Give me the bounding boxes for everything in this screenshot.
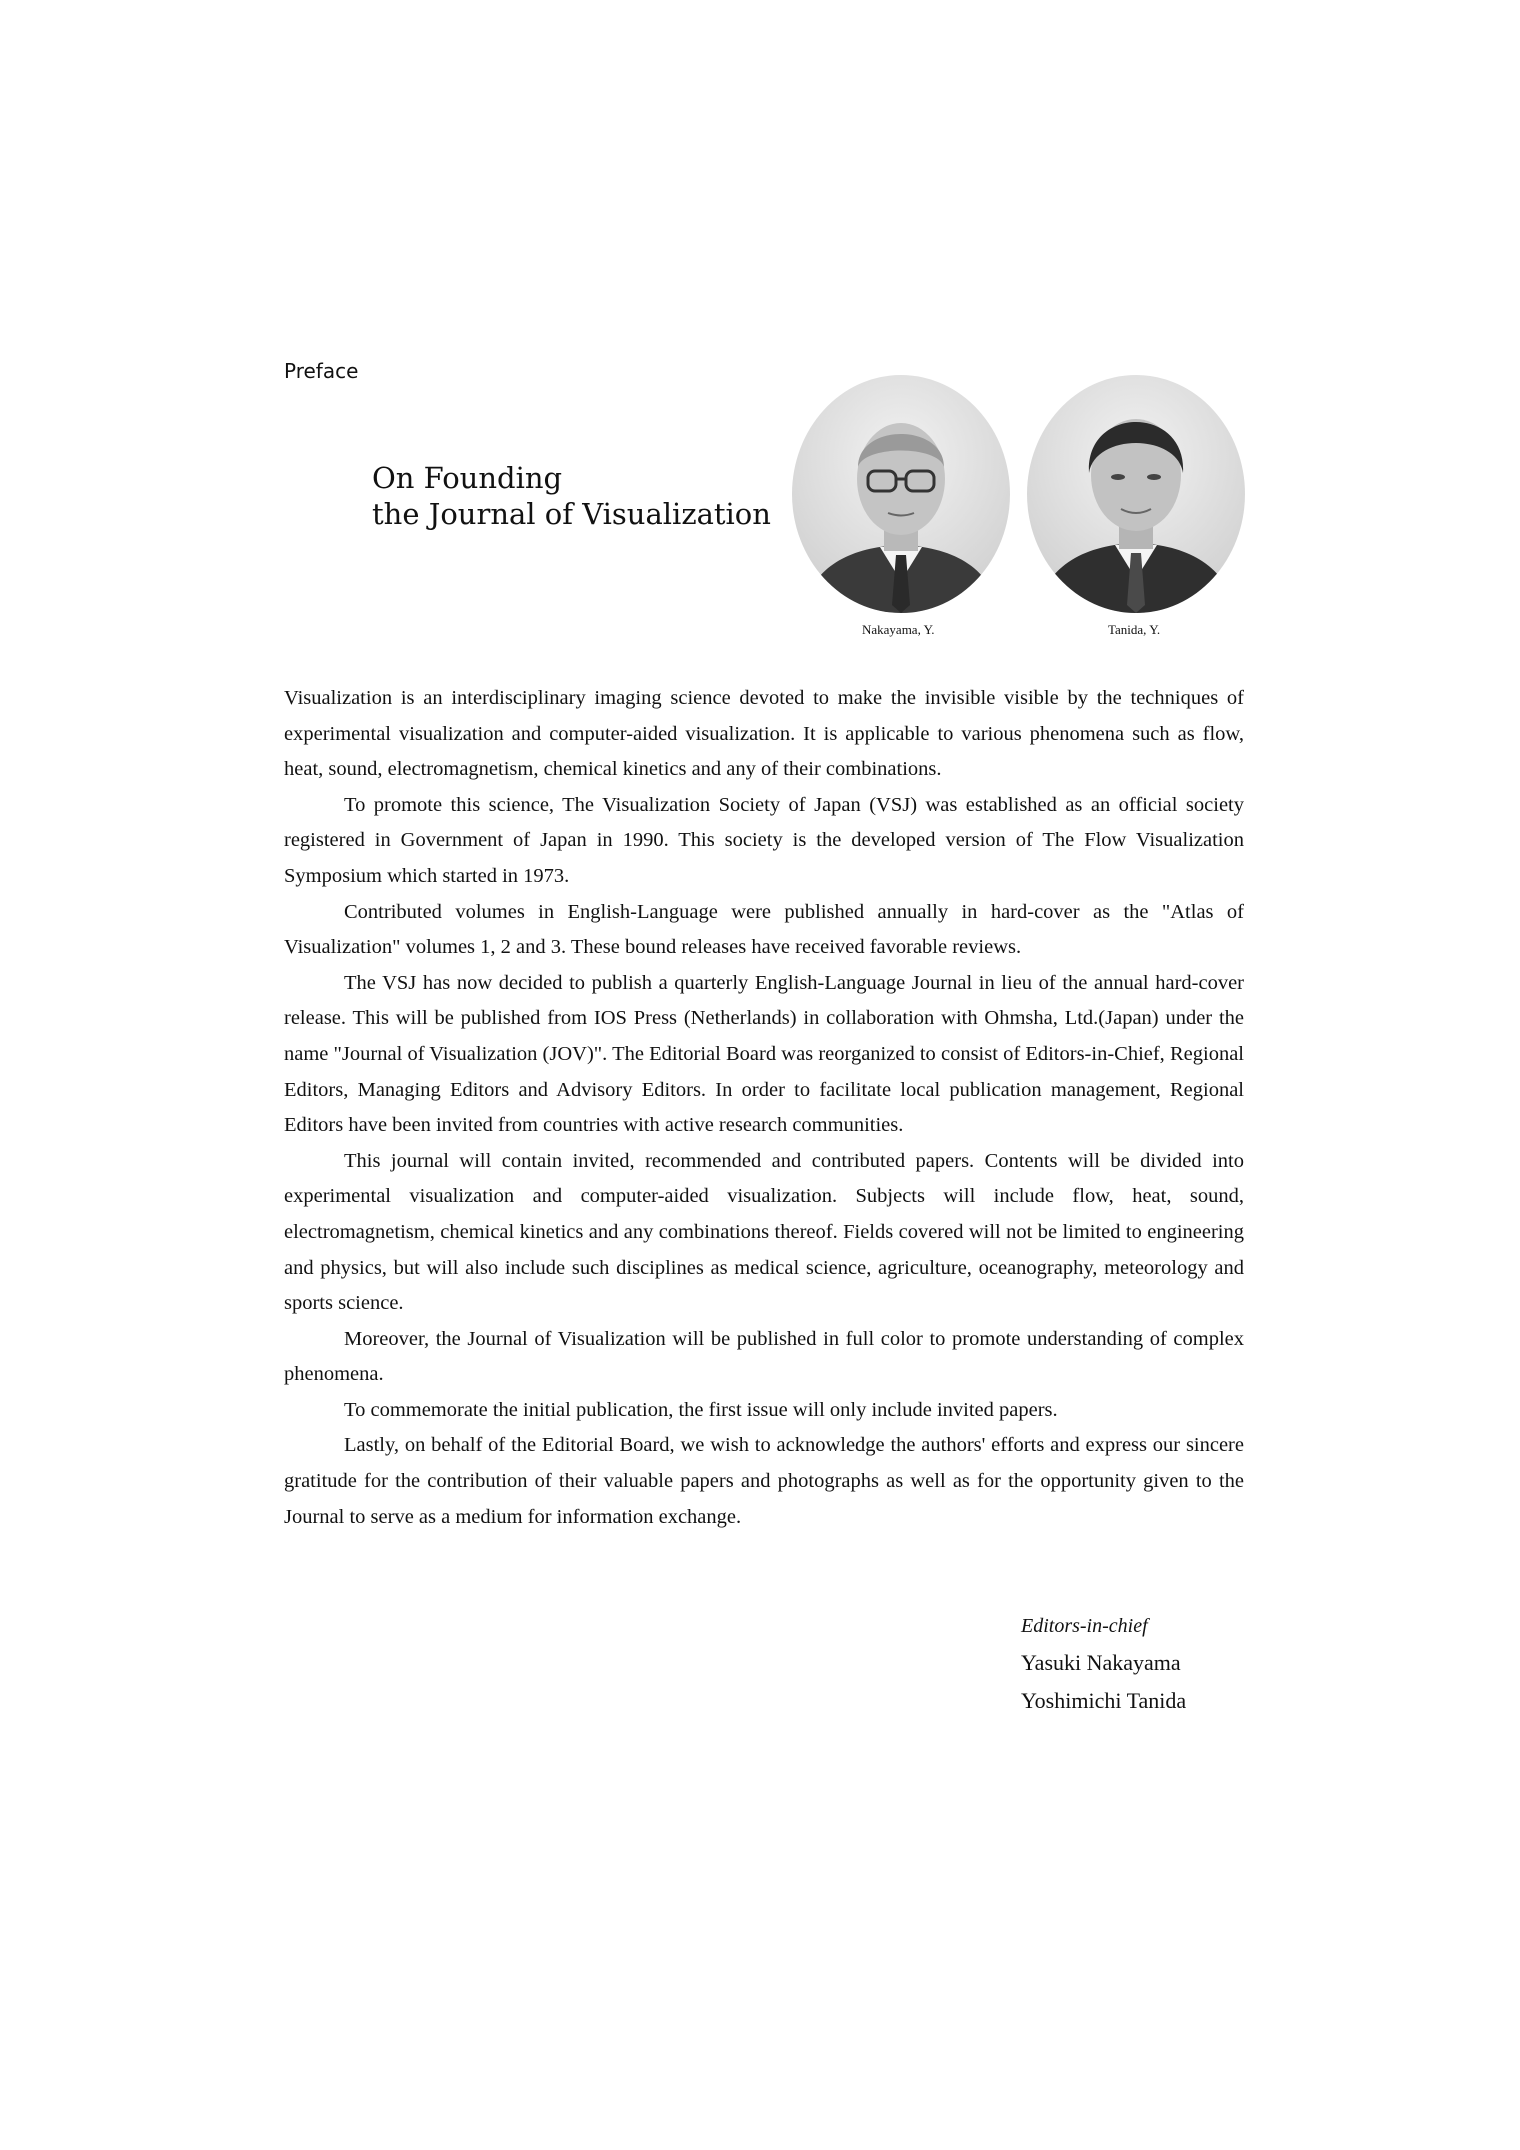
portrait-caption-1: Nakayama, Y.: [862, 622, 935, 637]
page-title: [372, 460, 771, 532]
signature-role: Editors-in-chief: [1021, 1615, 1148, 1637]
paragraph: To promote this science, The Visualization Society of Japan (VSJ) was established as an official society registered in Government of Japan in 1990. This society is the developed version of The Flow Visualization Symposium which started in 1973.: [284, 793, 1244, 887]
paragraph: Moreover, the Journal of Visualization will be published in full color to promote understanding of complex phenomena.: [284, 1327, 1244, 1386]
signature-name: Yasuki Nakayama: [1021, 1650, 1181, 1675]
paragraph: Lastly, on behalf of the Editorial Board, we wish to acknowledge the authors' efforts and express our sincere gratitude for the contribution of their valuable papers and photographs as well as for the opportunity given to the Journal to serve as a medium for information exchange.: [284, 1434, 1244, 1528]
paragraph: To commemorate the initial publication, the first issue will only include invited papers.: [344, 1398, 1058, 1421]
portrait-tanida: [1027, 375, 1245, 613]
section-label: Preface: [284, 359, 359, 383]
portrait-caption-2: Tanida, Y.: [1108, 622, 1161, 637]
title-line-1: On Founding: [372, 461, 563, 495]
paragraph: The VSJ has now decided to publish a quarterly English-Language Journal in lieu of the annual hard-cover release. This will be published from IOS Press (Netherlands) in collaboration with Ohmsha, Ltd.(Japan) under the name "Journal of Visualization (JOV)". The Editorial Board was reorganized to consist of Editors-in-Chief, Regional Editors, Managing Editors and Advisory Editors. In order to facilitate local publication management, Regional Editors have been invited from countries with active research communities.: [284, 971, 1244, 1137]
portrait-nakayama: [792, 375, 1010, 613]
preface-body: [284, 681, 1244, 1535]
paragraph: Contributed volumes in English-Language were published annually in hard-cover as the "Atlas of Visualization" volumes 1, 2 and 3. These bound releases have received favorable reviews.: [284, 900, 1244, 959]
signature-block: [1021, 1608, 1186, 1720]
title-line-2: the Journal of Visualization: [372, 497, 771, 531]
paragraph: This journal will contain invited, recommended and contributed papers. Contents will be divided into experimental visualization and computer-aided visualization. Subjects will include flow, heat, sound, electromagnetism, chemical kinetics and any combinations thereof. Fields covered will not be limited to engineering and physics, but will also include such disciplines as medical science, agriculture, oceanography, meteorology and sports science.: [284, 1149, 1244, 1315]
signature-name: Yoshimichi Tanida: [1021, 1688, 1187, 1713]
paragraph: Visualization is an interdisciplinary imaging science devoted to make the invisible visible by the techniques of experimental visualization and computer-aided visualization. It is applicable to various phenomena such as flow, heat, sound, electromagnetism, chemical kinetics and any of their combinations.: [284, 687, 1244, 781]
